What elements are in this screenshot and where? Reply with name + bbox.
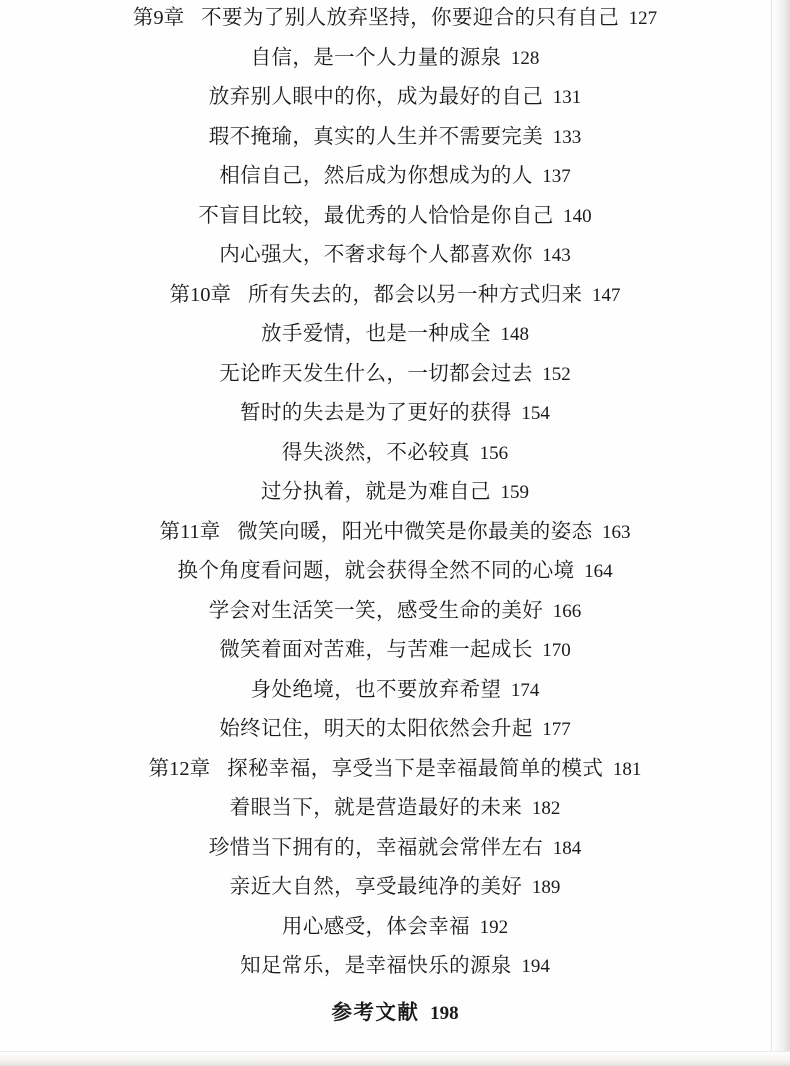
- toc-entry-title: 内心强大，不奢求每个人都喜欢你: [219, 244, 533, 266]
- toc-section-entry[interactable]: [40, 917, 750, 938]
- toc-section-entry[interactable]: [40, 403, 750, 424]
- toc-chapter-label: 第11章: [159, 520, 221, 543]
- toc-section-entry[interactable]: [40, 877, 750, 898]
- toc-entry-title: 亲近大自然，享受最纯净的美好: [229, 876, 523, 898]
- toc-section-entry[interactable]: [40, 838, 750, 859]
- toc-entry-page-number: 166: [552, 600, 582, 622]
- toc-entry-page-number: 140: [563, 205, 592, 227]
- toc-section-entry[interactable]: [40, 206, 750, 227]
- toc-entry-title: 珍惜当下拥有的，幸福就会常伴左右: [208, 836, 544, 859]
- toc-entry-title: 得失淡然，不必较真: [281, 441, 471, 464]
- toc-entry-title: 自信，是一个人力量的源泉: [250, 46, 502, 69]
- toc-section-entry[interactable]: [40, 956, 750, 977]
- toc-section-entry[interactable]: [40, 48, 750, 69]
- toc-entry-page-number: 174: [510, 679, 540, 701]
- toc-section-entry[interactable]: [40, 443, 750, 464]
- toc-section-entry[interactable]: [40, 640, 750, 661]
- toc-entry-page-number: 154: [521, 403, 550, 424]
- toc-entry-page-number: 170: [542, 640, 571, 661]
- toc-references-title: 参考文献: [331, 1001, 420, 1024]
- toc-entry-title: 瑕不掩瑜，真实的人生并不需要完美: [208, 125, 544, 148]
- toc-entry-title: 无论昨天发生什么，一切都会过去: [219, 362, 533, 385]
- toc-entry-page-number: 148: [500, 324, 529, 345]
- toc-references-entry[interactable]: [40, 1003, 750, 1024]
- toc-entry-title: 知足常乐，是幸福快乐的源泉: [240, 955, 512, 977]
- toc-entry-page-number: 164: [584, 561, 613, 582]
- toc-entry-page-number: 131: [552, 87, 582, 108]
- toc-entry-page-number: 181: [612, 758, 642, 780]
- toc-section-entry[interactable]: [40, 87, 750, 108]
- page-edge-shadow-right: [771, 0, 790, 1066]
- toc-section-entry[interactable]: [40, 127, 750, 148]
- toc-section-entry[interactable]: [40, 166, 750, 187]
- toc-entry-title: 不要为了别人放弃坚持，你要迎合的只有自己: [201, 7, 620, 29]
- toc-entry-title: 微笑着面对苦难，与苦难一起成长: [219, 639, 533, 661]
- toc-section-entry[interactable]: [40, 680, 750, 701]
- toc-section-entry[interactable]: [40, 364, 750, 385]
- toc-section-entry[interactable]: [40, 719, 750, 740]
- toc-section-entry[interactable]: [40, 798, 750, 819]
- toc-section-entry[interactable]: [40, 561, 750, 582]
- toc-entry-title: 不盲目比较，最优秀的人恰恰是你自己: [198, 204, 554, 227]
- toc-chapter-entry[interactable]: [40, 759, 750, 780]
- toc-entry-page-number: 159: [500, 482, 529, 503]
- toc-chapter-entry[interactable]: [40, 522, 750, 543]
- toc-entry-page-number: 133: [552, 126, 582, 148]
- page-edge-shadow-bottom: [0, 1051, 790, 1066]
- toc-entry-page-number: 182: [531, 798, 561, 819]
- toc-entry-page-number: 156: [479, 442, 509, 464]
- toc-entry-page-number: 194: [521, 956, 550, 977]
- toc-entry-page-number: 189: [531, 877, 561, 898]
- toc-entry-title: 学会对生活笑一笑，感受生命的美好: [208, 599, 544, 622]
- toc-entry-title: 放手爱情，也是一种成全: [261, 323, 491, 345]
- toc-chapter-label: 第12章: [148, 757, 211, 780]
- toc-entry-page-number: 143: [542, 245, 571, 266]
- toc-section-entry[interactable]: [40, 482, 750, 503]
- toc-chapter-label: 第9章: [132, 7, 185, 29]
- toc-entry-title: 微笑向暖，阳光中微笑是你最美的姿态: [237, 520, 593, 543]
- toc-section-entry[interactable]: [40, 245, 750, 266]
- toc-entry-title: 相信自己，然后成为你想成为的人: [219, 165, 533, 187]
- toc-entry-title: 暂时的失去是为了更好的获得: [240, 402, 512, 424]
- toc-entry-page-number: 127: [628, 8, 658, 29]
- toc-entry-page-number: 177: [542, 719, 571, 740]
- toc-section-entry[interactable]: [40, 324, 750, 345]
- toc-entry-title: 换个角度看问题，就会获得全然不同的心境: [177, 560, 575, 582]
- toc-entry-page-number: 147: [591, 284, 621, 306]
- toc-entry-title: 放弃别人眼中的你，成为最好的自己: [208, 86, 544, 108]
- toc-entry-page-number: 192: [479, 916, 509, 938]
- toc-entry-title: 过分执着，就是为难自己: [261, 481, 491, 503]
- toc-entry-title: 探秘幸福，享受当下是幸福最简单的模式: [227, 757, 604, 780]
- toc-entry-title: 身处绝境，也不要放弃希望: [250, 678, 502, 701]
- toc-entry-page-number: 184: [552, 837, 582, 859]
- toc-entry-page-number: 128: [510, 47, 540, 69]
- toc-chapter-entry[interactable]: [40, 285, 750, 306]
- toc-entry-title: 所有失去的，都会以另一种方式归来: [248, 283, 583, 306]
- toc-entry-title: 用心感受，体会幸福: [281, 915, 471, 938]
- toc-entry-title: 着眼当下，就是营造最好的未来: [229, 797, 523, 819]
- toc-entry-page-number: 152: [542, 363, 571, 385]
- toc-entry-title: 始终记住，明天的太阳依然会升起: [219, 718, 533, 740]
- toc-entry-page-number: 137: [542, 166, 571, 187]
- toc-chapter-label: 第10章: [169, 283, 232, 306]
- toc-section-entry[interactable]: [40, 601, 750, 622]
- toc-references-page-number: 198: [430, 1002, 459, 1024]
- toc-chapter-entry[interactable]: [40, 8, 750, 29]
- toc-entry-page-number: 163: [602, 521, 631, 543]
